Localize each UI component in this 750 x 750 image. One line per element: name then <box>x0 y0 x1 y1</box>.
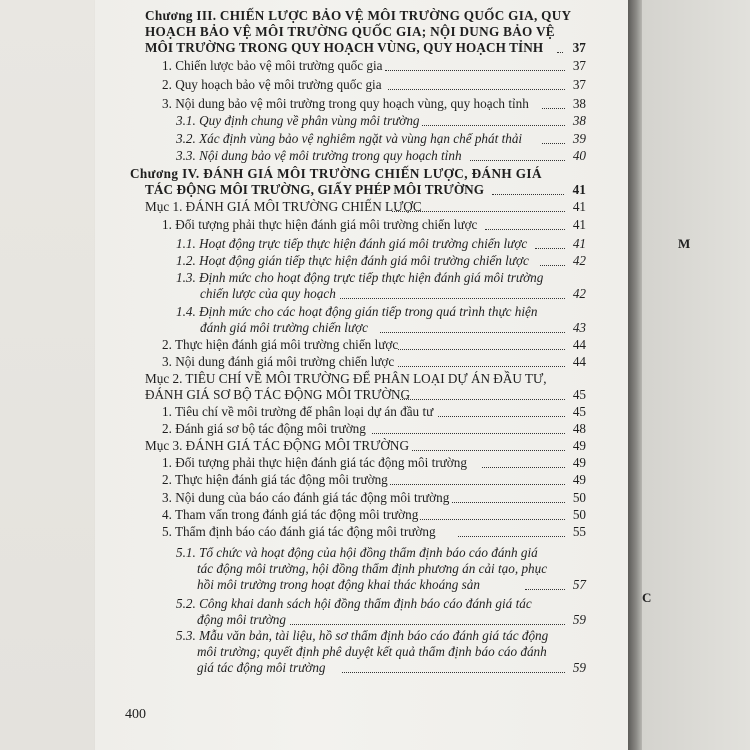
toc-entry-text: Mục 1. ĐÁNH GIÁ MÔI TRƯỜNG CHIẾN LƯỢC <box>145 199 422 214</box>
toc-page-number: 49 <box>572 472 586 487</box>
toc-page-number: 40 <box>572 148 586 163</box>
dot-leader <box>458 536 565 537</box>
dot-leader <box>372 433 565 434</box>
toc-entry-text: tác động môi trường, hội đồng thẩm định phương án cải tạo, phục <box>197 561 548 576</box>
toc-entry-text: đánh giá môi trường chiến lược <box>200 320 369 335</box>
toc-page-number: 39 <box>572 131 586 146</box>
toc-entry-text: 1. Đối tượng phải thực hiện đánh giá môi trường chiến lược <box>162 217 478 232</box>
dot-leader <box>380 332 565 333</box>
dot-leader <box>342 672 565 673</box>
dot-leader <box>412 450 565 451</box>
toc-entry-text: 5.3. Mẫu văn bản, tài liệu, hồ sơ thẩm định báo cáo đánh giá tác động <box>176 628 549 643</box>
toc-page-number: 41 <box>572 199 586 214</box>
toc-page-number: 43 <box>572 320 586 335</box>
toc-entry-text: 3. Nội dung của báo cáo đánh giá tác động môi trường <box>162 490 450 505</box>
page-number: 400 <box>125 707 146 722</box>
toc-entry-text: 1. Đối tượng phải thực hiện đánh giá tác động môi trường <box>162 455 467 470</box>
toc-page-number: 57 <box>572 577 586 592</box>
dot-leader <box>398 349 565 350</box>
dot-leader <box>392 211 565 212</box>
toc-entry-text: Chương IV. ĐÁNH GIÁ MÔI TRƯỜNG CHIẾN LƯỢC, ĐÁNH GIÁ <box>130 166 542 181</box>
toc-entry-text: TÁC ĐỘNG MÔI TRƯỜNG, GIẤY PHÉP MÔI TRƯỜNG <box>145 182 485 197</box>
toc-entry-text: hồi môi trường trong hoạt động khai thác khoáng sản <box>197 577 480 592</box>
toc-entry-text: 4. Tham vấn trong đánh giá tác động môi trường <box>162 507 419 522</box>
toc-page-number: 45 <box>572 404 586 419</box>
toc-entry-text: giá tác động môi trường <box>197 660 326 675</box>
toc-entry-text: MÔI TRƯỜNG TRONG QUY HOẠCH VÙNG, QUY HOẠCH TỈNH <box>145 40 544 55</box>
toc-page-number: 49 <box>572 438 586 453</box>
toc-entry-text: 1.4. Định mức cho các hoạt động gián tiếp trong quá trình thực hiện <box>176 304 538 319</box>
toc-page-number: 37 <box>572 77 586 92</box>
toc-page-number: 45 <box>572 387 586 402</box>
toc-page-number: 38 <box>572 96 586 111</box>
toc-entry-text: Mục 3. ĐÁNH GIÁ TÁC ĐỘNG MÔI TRƯỜNG <box>145 438 409 453</box>
dot-leader <box>388 89 565 90</box>
toc-page-number: 42 <box>572 286 586 301</box>
toc-page-number: 37 <box>572 40 586 55</box>
toc-page-number: 55 <box>572 524 586 539</box>
toc-entry-text: 3.3. Nội dung bảo vệ môi trường trong quy hoạch tỉnh <box>176 148 462 163</box>
toc-entry-text: Mục 2. TIÊU CHÍ VỀ MÔI TRƯỜNG ĐỂ PHÂN LOẠI DỰ ÁN ĐẦU TƯ, <box>145 371 547 386</box>
toc-page-number: 42 <box>572 253 586 268</box>
toc-entry-text: 1.2. Hoạt động gián tiếp thực hiện đánh giá môi trường chiến lược <box>176 253 529 268</box>
toc-page-number: 50 <box>572 507 586 522</box>
toc-page-number: 41 <box>572 217 586 232</box>
dot-leader <box>420 519 565 520</box>
facing-page-letter: C <box>642 590 652 605</box>
dot-leader <box>438 416 565 417</box>
dot-leader <box>340 298 565 299</box>
toc-entry-text: 1. Tiêu chí về môi trường để phân loại dự án đầu tư <box>162 404 434 419</box>
toc-entry-text: 3. Nội dung bảo vệ môi trường trong quy hoạch vùng, quy hoạch tỉnh <box>162 96 529 111</box>
toc-page-number: 48 <box>572 421 586 436</box>
toc-page-number: 44 <box>572 337 586 352</box>
toc-page-number: 59 <box>572 660 586 675</box>
dot-leader <box>422 125 565 126</box>
dot-leader <box>398 366 565 367</box>
toc-entry-text: 5.2. Công khai danh sách hội đồng thẩm định báo cáo đánh giá tác <box>176 596 532 611</box>
toc-entry-text: 1.3. Định mức cho hoạt động trực tiếp thực hiện đánh giá môi trường <box>176 270 544 285</box>
toc-entry-text: 1.1. Hoạt động trực tiếp thực hiện đánh giá môi trường chiến lược <box>176 236 528 251</box>
toc-page-number: 50 <box>572 490 586 505</box>
toc-entry-text: 2. Thực hiện đánh giá tác động môi trường <box>162 472 388 487</box>
toc-entry-text: 5. Thẩm định báo cáo đánh giá tác động môi trường <box>162 524 436 539</box>
toc-page-number: 44 <box>572 354 586 369</box>
toc-entry-text: 3. Nội dung đánh giá môi trường chiến lược <box>162 354 395 369</box>
toc-entry-text: 2. Đánh giá sơ bộ tác động môi trường <box>162 421 366 436</box>
toc-page-number: 49 <box>572 455 586 470</box>
toc-page-number: 59 <box>572 612 586 627</box>
toc-entry-text: 3.2. Xác định vùng bảo vệ nghiêm ngặt và vùng hạn chế phát thải <box>176 131 523 146</box>
toc-entry-text: HOẠCH BẢO VỆ MÔI TRƯỜNG QUỐC GIA; NỘI DUNG BẢO VỆ <box>145 24 555 39</box>
toc-entry-text: 5.1. Tổ chức và hoạt động của hội đồng thẩm định báo cáo đánh giá <box>176 545 538 560</box>
facing-page-letter: M <box>678 236 691 251</box>
toc-entry-text: Chương III. CHIẾN LƯỢC BẢO VỆ MÔI TRƯỜNG QUỐC GIA, QUY <box>145 8 572 23</box>
dot-leader <box>385 70 565 71</box>
dot-leader <box>452 502 565 503</box>
toc-entry-text: động môi trường <box>197 612 286 627</box>
toc-entry-text: 3.1. Quy định chung về phân vùng môi trường <box>176 113 420 128</box>
toc-entry-text: 1. Chiến lược bảo vệ môi trường quốc gia <box>162 58 383 73</box>
toc-entry-text: 2. Quy hoạch bảo vệ môi trường quốc gia <box>162 77 382 92</box>
toc-entry-text: chiến lược của quy hoạch <box>200 286 336 301</box>
toc-page-number: 41 <box>572 236 586 251</box>
toc-page-number: 38 <box>572 113 586 128</box>
dot-leader <box>400 399 565 400</box>
toc-page-number: 41 <box>572 182 586 197</box>
toc-entry-text: 2. Thực hiện đánh giá môi trường chiến lược <box>162 337 399 352</box>
dot-leader <box>390 484 565 485</box>
dot-leader <box>290 624 565 625</box>
toc-page-number: 37 <box>572 58 586 73</box>
toc-entry-text: môi trường; quyết định phê duyệt kết quả thẩm định báo cáo đánh <box>197 644 547 659</box>
toc-entry-text: ĐÁNH GIÁ SƠ BỘ TÁC ĐỘNG MÔI TRƯỜNG <box>145 387 411 402</box>
